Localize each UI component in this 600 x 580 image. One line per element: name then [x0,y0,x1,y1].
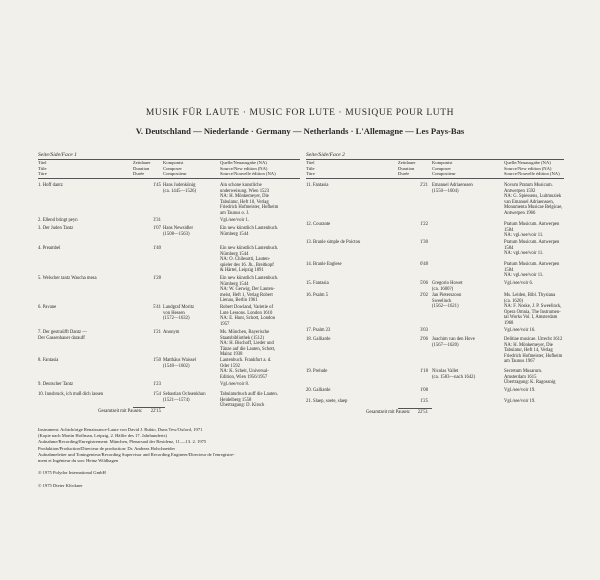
track-source: Vgl./see/voir 1. [220,218,250,223]
track-duration: 1'28 [153,276,161,281]
track-composer: Sebastian Ochsenkhun (1521—1574) [163,392,206,403]
track-source: Delitiae musicae. Utrecht 1612 NA: H. Mönkemeyer, Die Tabulatur, Heft 14, Verlag Friedrich Hofmeister, Hofheim am Taunus 1967 [504,337,563,365]
track-composer: Hans Judenkünig (ca. 1445—1526) [163,183,197,194]
track-title: 12. Courante [306,222,331,227]
track-composer: Matthäus Waissel (1540—1602) [163,358,196,369]
track-source: Pratum Musicum. Antwerpen 1584 NA: vgl./see/voir 11. [504,222,560,239]
side2-header-source: Quelle/Neuausgabe (NA) Source/New edition (NA) Source/Nouvelle édition (NA) [504,160,560,177]
track-duration: 1'30 [420,240,428,245]
track-duration: 3'03 [420,328,428,333]
side2-header-composer: Komponist Composer Compositeur [432,160,456,177]
track-source: Tabulaturbuch auff die Lauten. Heidelberg 1558 Übertragung: D. Kirsch [220,392,278,409]
track-duration: 0'48 [420,262,428,267]
side1-header-rule [38,178,300,179]
track-duration: 1'54 [153,392,161,397]
supervision-credit: Aufnahmeleiter und Toningenieur/Recording Supervisor and Recording Engineer/Directeur de l'enregistre- ment et Ingénieur du son: Heinz Wildhagen [38,451,235,464]
side2-header-rule [306,178,564,179]
side2-total-label: Gesamtzeit mit Pausen: [366,410,411,415]
track-composer: Joachim van den Hove (1567—1620) [432,337,475,348]
track-title: 5. Welscher tantz Wascha mesa [38,276,97,281]
track-duration: 1'40 [153,246,161,251]
instrument-credit: Instrument: Achtchörige Renaissance-Laute von David J. Rubio, Duns Tew/Oxford, 1971 (Kopie nach Martin Hoffman, Leipzig, 2. Hälfte des 17. Jahrhunderts) [38,427,203,439]
track-duration: 2'21 [420,183,428,188]
track-source: Robert Dowland, Varietie of Lute Lessons. London 1610 NA: E. Hunt, Schott, London 1957 [220,305,276,327]
track-source: Ms. München, Bayerische Staatsbibliothek (1512) NA: H. Bischoff, Lieder und Tänze auf die Lauten, Schott, Mainz 1938 [220,330,276,358]
copyright-line [38,464,378,489]
track-duration: 1'25 [420,399,428,404]
track-title: 3. Der Juden Tantz [38,226,74,231]
track-duration: 1'07 [153,226,161,231]
track-source: Vgl./see/voir 6. [504,281,534,286]
track-title: 15. Fantasia [306,281,329,286]
track-source: Vgl./see/voir 19. [504,399,536,404]
side1-total-value: 22'15 [150,409,161,414]
track-composer: Anonym [163,330,180,335]
track-source: Ain schone kunstliche underweisung. Wien 1523 NA: H. Mönkemeyer, Die Tabulatur, Heft 10, Verlag Friedrich Hofmeister, Hofheim am Taunus o. J. [220,183,279,216]
track-duration: 1'18 [420,369,428,374]
track-composer: Nicolas Vallet (ca. 1583—nach 1642) [432,369,476,380]
recording-credit: Aufnahme/Recording/Enregistrement: München, Plenarsaal der Residenz, 11.—13. 2. 1975 [38,439,207,445]
track-source: Lautenbuch. Frankfurt a. d. Oder 1592 NA: K. Scheit, Universal- Edition, Wien 1956/1957 [220,358,272,380]
side1-header-title: Titel Title Titre [38,160,47,177]
track-source: Vgl./see/voir 8. [220,382,250,387]
track-duration: 1'23 [153,382,161,387]
track-source: Pratum Musicum. Antwerpen 1584 NA: vgl./see/voir 11. [504,262,560,279]
side2-bottom-rule [398,408,432,409]
track-title: 10. Innsbruck, ich muß dich lassen [38,392,104,397]
track-composer: Emanuel Adriaenssen (1550—1604) [432,183,473,194]
track-duration: 2'02 [420,293,428,298]
track-source: Ein new künstlich Lautenbuch. Nürnberg 1544 NA: O. Chilesotti, Lauten- spieler des 16. Jh., Breitkopf & Härtel, Leipzig 1891 [220,246,279,274]
track-composer: Hans Newsidler (1508—1563) [163,226,194,237]
phonogram-copyright: ℗ 1975 Polydor International GmbH [38,470,106,476]
side2-label: Seite/Side/Face 2 [306,152,345,158]
track-duration: 3'31 [153,218,161,223]
track-composer: Gregorio Howet (ca. 1600?) [432,281,463,292]
production-credit: Produktion/Production/Directeur de production: Dr. Andreas Holschneider [38,445,176,451]
track-title: 8. Fantasia [38,358,59,363]
side1-total-label: Gesamtzeit mit Pausen: [98,409,143,414]
track-composer: Landgraf Moritz von Hessen (1572—1632) [163,305,195,322]
page-title: MUSIK FÜR LAUTE · MUSIC FOR LUTE · MUSIQUE POUR LUTH [145,108,455,118]
side1-header-composer: Komponist Composer Compositeur [163,160,187,177]
track-title: 19. Prelude [306,369,328,374]
track-title: 14. Branle Englese [306,262,342,267]
track-source: Secretum Musarum. Amsterdam 1615 Übertragung: K. Ragossnig [504,369,556,386]
track-title: 6. Pavane [38,305,57,310]
track-title: 2. Ellend bringt peyn [38,218,78,223]
track-title: 7. Der gestraüfft Dantz — Der Gassenhauer darauff [38,330,87,341]
track-title: 20. Galliarde [306,388,331,393]
track-source: Ms. Leiden, Bibl. Thysiana (ca. 1620) NA: F. Noske, J. P. Sweelinck, Opera Omnia, The Instrumen- tal Works Vol. I, Amsterdam 1968 [504,293,562,326]
track-title: 11. Fantasia [306,183,329,188]
side2-header-duration: Zeitdauer Duration Durée [398,160,416,177]
credits-footer [38,427,378,489]
side2-header-title: Titel Title Titre [306,160,315,177]
page-subtitle: V. Deutschland — Niederlande · Germany — Netherlands · L'Allemagne — Les Pays-Bas [135,126,465,136]
side1-header-source: Quelle/Neuausgabe (NA) Source/New edition (NA) Source/Nouvelle édition (NA) [220,160,276,177]
track-title: 16. Psalm 5 [306,293,329,298]
track-composer: Jan Pieterszoon Sweelinck (1562—1621) [432,293,462,310]
track-title: 13. Branle simple de Poictou [306,240,361,245]
track-source: Vgl./see/voir 16. [504,328,536,333]
track-title: 21. Slaep, soete, slaep [306,399,348,404]
track-title: 9. Deutscher Tantz [38,382,74,387]
track-duration: 1'08 [420,388,428,393]
track-title: 18. Galliarde [306,337,331,342]
track-source: Vgl./see/voir 19. [504,388,536,393]
track-duration: 1'22 [420,222,428,227]
track-title: 4. Preambel [38,246,61,251]
side1-bottom-rule [133,407,165,408]
track-title: 17. Psalm 23 [306,328,331,333]
text-copyright: © 1975 Dieter Klöckner [38,482,83,488]
side1-label: Seite/Side/Face 1 [38,152,77,158]
track-source: Ein new künstlich Lautenbuch. Nürnberg 1544 [220,226,279,237]
track-source: Novum Pratum Musicum. Antwerpen 1592 NA: G. Spiessens, Luitmuziek van Emanuel Adriaenssen, Monumenta Musicae Belgicae, Antwerpen 1966 [504,183,563,216]
track-duration: 5'41 [153,305,161,310]
track-duration: 5'06 [420,281,428,286]
track-duration: 1'21 [153,330,161,335]
track-source: Pratum Musicum. Antwerpen 1584 NA: vgl./see/voir 11. [504,240,560,257]
side1-header-duration: Zeitdauer Duration Durée [133,160,151,177]
track-source: Ein new künstlich Lautenbuch. Nürnberg 1544 NA: W. Gerwig, Der Lauten- meist, Heft 1, Verlag Robert Lienau, Berlin 1961 [220,276,279,304]
track-title: 1. Hoff dantz [38,183,63,188]
track-duration: 1'45 [153,183,161,188]
track-duration: 2'06 [420,337,428,342]
side2-total-value: 22'51 [417,410,428,415]
track-duration: 1'50 [153,358,161,363]
